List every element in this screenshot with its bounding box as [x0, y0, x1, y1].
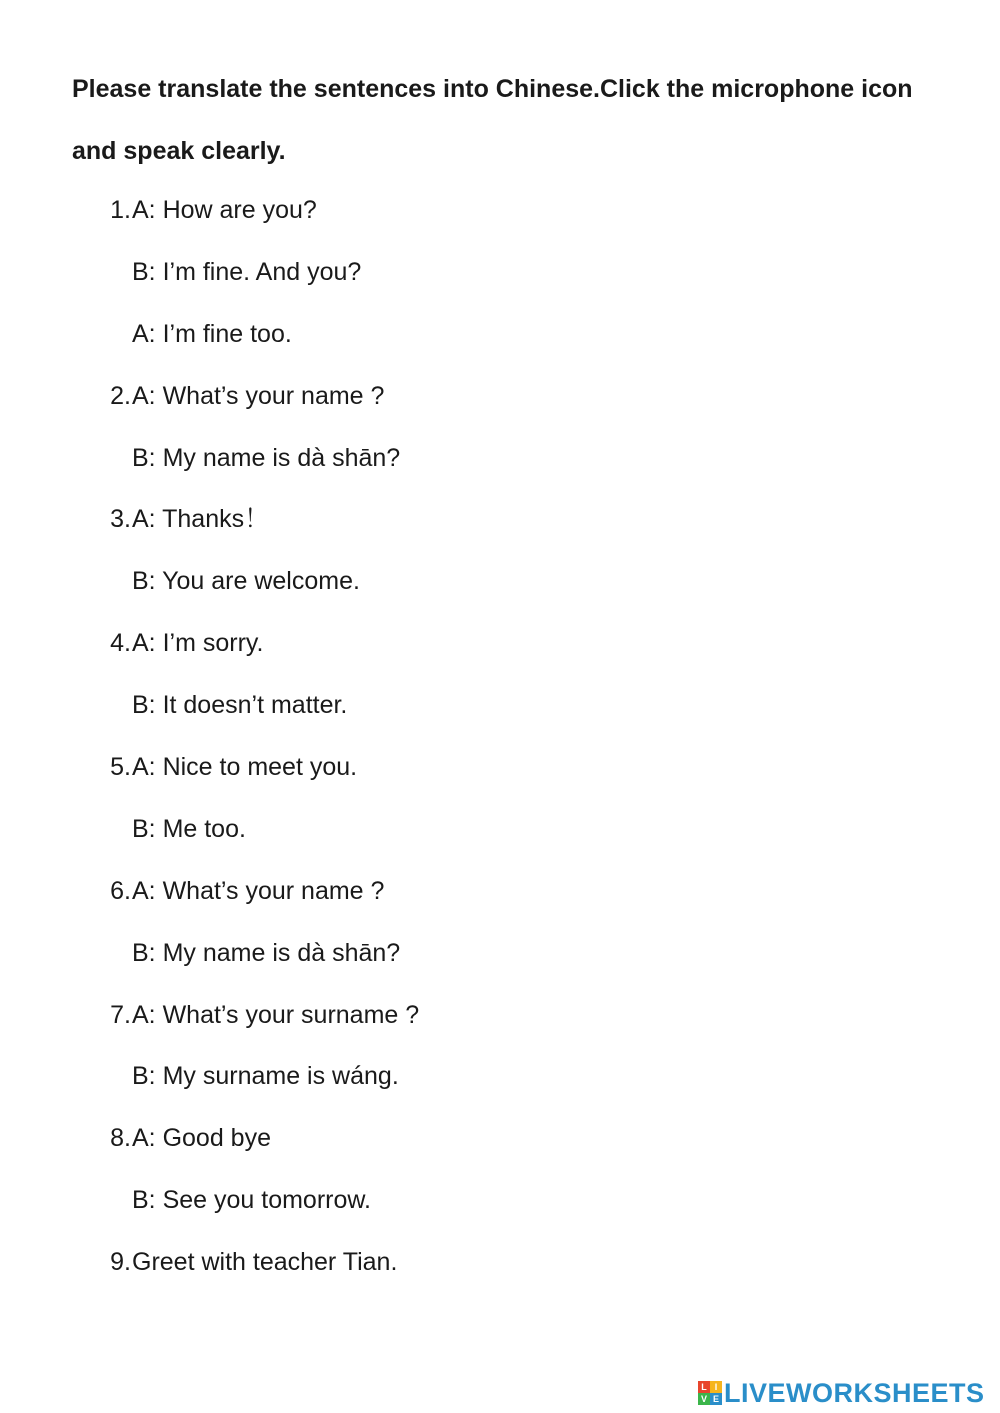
dialogue-line [0, 242, 1000, 304]
instructions-heading: Please translate the sentences into Chinese.Click the microphone icon and speak clearly. [72, 75, 913, 165]
item-number: 8. [110, 1124, 131, 1153]
dialogue-line [0, 923, 1000, 985]
dialogue-line [0, 1046, 1000, 1108]
item-number: 7. [110, 1000, 131, 1029]
dialogue-text: A: What’s your name ? [132, 876, 385, 905]
dialogue-text: A: Good bye [132, 1124, 271, 1153]
dialogue-text: A: How are you? [132, 196, 317, 224]
item-number: 9. [110, 1248, 131, 1277]
dialogue-line [0, 675, 1000, 737]
logo-mark-letter: I [710, 1381, 722, 1393]
dialogue-line [0, 551, 1000, 613]
dialogue-line [0, 861, 1000, 923]
dialogue-line [0, 1170, 1000, 1232]
dialogue-text: B: I’m fine. And you? [132, 257, 362, 286]
liveworksheets-logo[interactable] [698, 1378, 985, 1408]
item-number: 6. [110, 876, 131, 905]
logo-text: LIVEWORKSHEETS [724, 1377, 985, 1408]
item-number: 4. [110, 629, 131, 658]
dialogue-line [0, 489, 1000, 551]
dialogue-text: B: You are welcome. [132, 567, 360, 596]
dialogue-text: A: Nice to meet you. [132, 753, 358, 782]
dialogue-text: B: See you tomorrow. [132, 1186, 372, 1215]
dialogue-text: B: Me too. [132, 814, 246, 843]
logo-mark-letter: L [698, 1381, 710, 1393]
dialogue-text: B: My name is dà shān? [132, 938, 401, 967]
dialogue-text: B: It doesn’t matter. [132, 691, 348, 720]
item-number: 2. [110, 381, 131, 410]
dialogue-text: A: What’s your name ? [132, 381, 385, 410]
dialogue-line [0, 428, 1000, 490]
dialogue-line [0, 1108, 1000, 1170]
dialogue-line [0, 304, 1000, 366]
dialogue-line [0, 985, 1000, 1047]
dialogue-list [0, 180, 1000, 1294]
dialogue-text: B: My surname is wáng. [132, 1062, 399, 1091]
dialogue-text: Greet with teacher Tian. [132, 1248, 398, 1277]
dialogue-text: A: Thanks！ [132, 505, 270, 534]
dialogue-line [0, 1232, 1000, 1294]
dialogue-line [0, 737, 1000, 799]
logo-mark-icon [698, 1381, 722, 1405]
dialogue-text: A: What’s your surname ? [132, 1000, 420, 1029]
dialogue-line [0, 799, 1000, 861]
logo-mark-letter: V [698, 1393, 710, 1405]
dialogue-line [0, 613, 1000, 675]
dialogue-line [0, 180, 1000, 242]
item-number: 5. [110, 753, 131, 782]
dialogue-text: A: I’m sorry. [132, 629, 264, 658]
item-number: 1. [110, 196, 131, 224]
dialogue-text: A: I’m fine too. [132, 319, 292, 348]
logo-mark-letter: E [710, 1393, 722, 1405]
dialogue-text: B: My name is dà shān? [132, 443, 401, 472]
item-number: 3. [110, 505, 131, 534]
dialogue-line [0, 366, 1000, 428]
